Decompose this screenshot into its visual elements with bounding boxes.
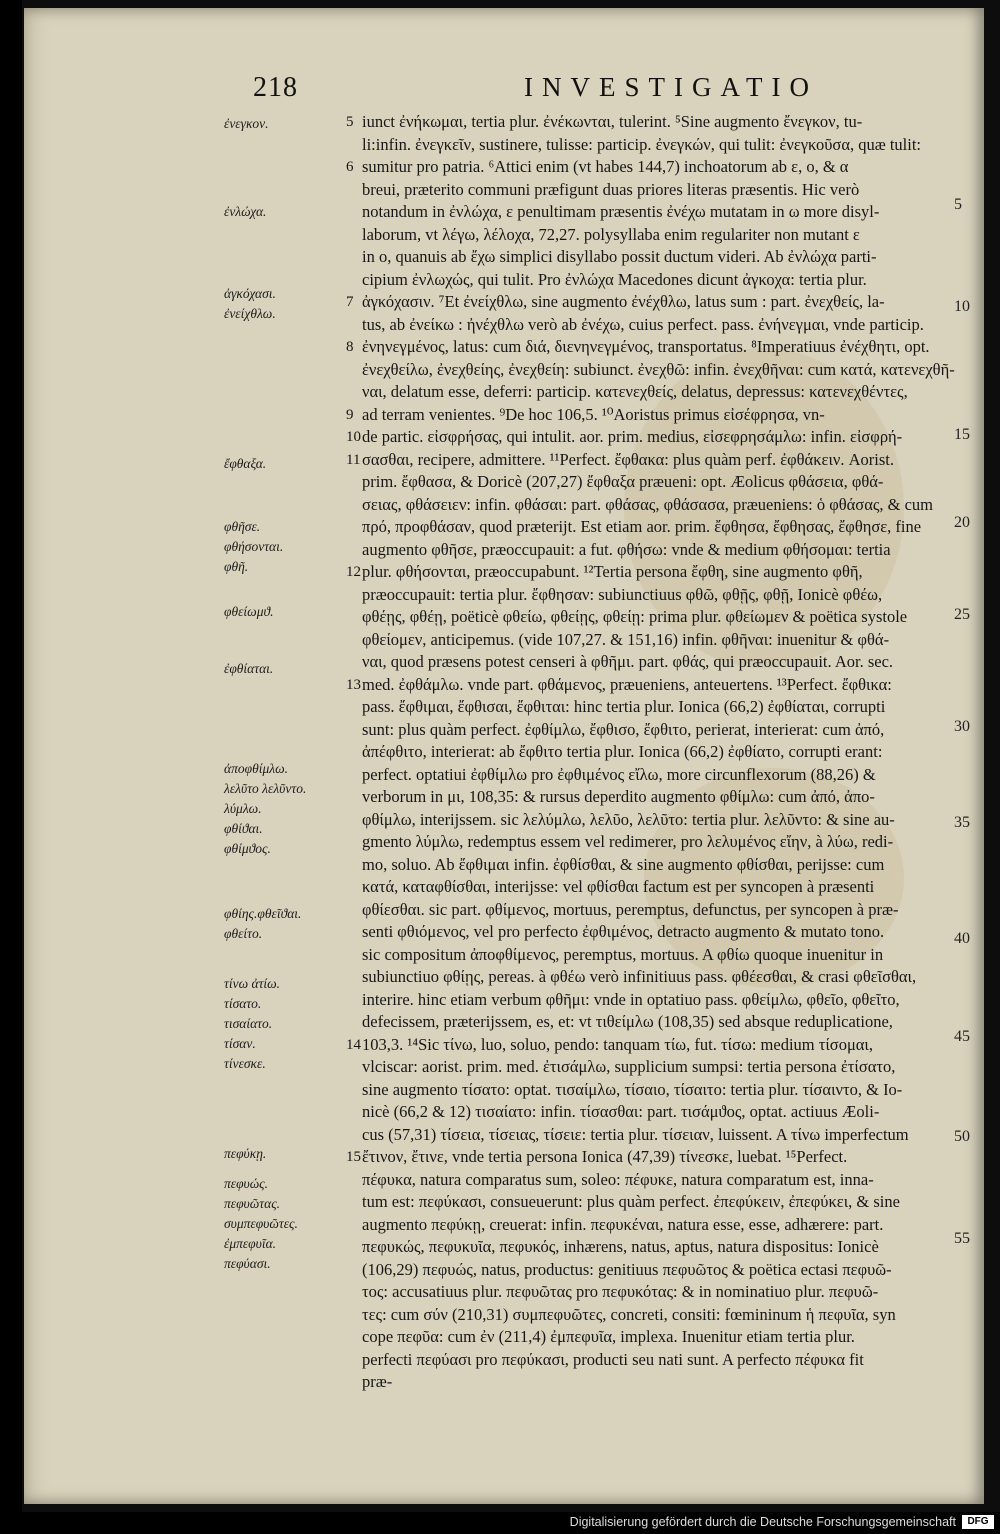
line-text: (106,29) πεφυώς, natus, productus: genitiuus πεφυῶτος & poëtica ectasi πεφυῶ- (362, 1259, 892, 1279)
text-line (362, 1214, 982, 1237)
text-line (362, 1124, 982, 1147)
line-text: notandum in ἐνλώχα, ε penultimam præsentis ἐνέχω mutatam in ω more disyl- (362, 202, 880, 221)
text-line (346, 449, 982, 472)
footnote-number: 5 (346, 114, 354, 130)
line-text: mo, soluo. Ab ἔφθιμαι infin. ἐφθίσθαι, & sine augmento φθίσθαι, perijsse: cum (362, 854, 885, 874)
line-text: perfect. optatiui ἐφθίμλω pro ἐφθιμένος εἴλω, more circunflexorum (88,26) & (362, 764, 876, 784)
line-text: πρό, προφθάσαν, quod præterijt. Est etiam aor. prim. ἔφθησα, ἔφθησας, ἔφθησε, fine (362, 517, 922, 536)
text-line (346, 156, 982, 179)
margin-note: τίνω ἀτίω. (224, 976, 281, 991)
line-count-number: 40 (954, 930, 970, 947)
line-text: ἔτινον, ἔτινε, vnde tertia persona Ionica (47,39) τίνεσκε, luebat. ¹⁵Perfect. (362, 1147, 848, 1166)
footnote-number: 9 (346, 406, 354, 423)
line-text: τες: cum σύν (210,31) συμπεφυῶτες, concreti, consiti: fœmininum ἡ πεφυῖα, syn (362, 1304, 896, 1324)
margin-note: ἐφθίαται. (224, 661, 274, 676)
text-line (362, 1281, 982, 1304)
text-line (362, 494, 982, 517)
margin-note: συμπεφυῶτες. (224, 1216, 298, 1231)
text-line (362, 1169, 982, 1192)
text-line (346, 336, 982, 359)
text-line (362, 471, 982, 494)
text-line (362, 314, 982, 337)
margin-note: ἀποφθίμλω. (224, 761, 288, 776)
line-text: πεφυκώς, πεφυκυῖα, πεφυκός, inhærens, natus, aptus, natura dispositus: Ionicè (362, 1237, 879, 1256)
text-line (362, 854, 982, 877)
line-text: φθίμλω, interijssem. sic λελύμλω, λελῦο, λελῦτο: tertia plur. λελῦντο: & sine au- (362, 809, 895, 829)
margin-note: λελῦτο λελῦντο. (224, 781, 307, 796)
text-line (362, 179, 982, 202)
text-line (362, 899, 982, 922)
margin-note: πεφυώς. (224, 1176, 269, 1191)
line-text: vlciscar: aorist. prim. med. ἐτισάμλω, supplicium sumpsi: tertia persona ἐτίσατο, (362, 1057, 896, 1076)
line-text: cope πεφῦα: cum ἐν (211,4) ἐμπεφυῖα, implexa. Inuenitur etiam tertia plur. (362, 1327, 855, 1346)
line-count-number: 15 (954, 426, 970, 443)
line-text: perfecti πεφύασι pro πεφύκασι, producti seu nati sunt. A perfecto πέφυκα fit (362, 1349, 864, 1369)
text-line (362, 741, 982, 764)
text-line (346, 426, 982, 449)
text-line (362, 1236, 982, 1259)
line-text: ad terram venientes. ⁹De hoc 106,5. ¹⁰Aoristus primus εἰσέφρησα, vn- (362, 404, 825, 424)
line-text: tum est: πεφύκασι, consueuerunt: plus quàm perfect. ἐπεφύκειν, ἐπεφύκει, & sine (362, 1192, 900, 1211)
text-line (362, 224, 982, 247)
text-line (362, 269, 982, 292)
text-line (362, 921, 982, 944)
line-text: præoccupauit: tertia plur. ἔφθησαν: subiunctiuus φθῶ, φθῇς, φθῇ, Ionicè φθέω, (362, 584, 883, 604)
text-line (362, 764, 982, 787)
footer-bar (0, 1512, 1000, 1534)
margin-note: ἐνεγκον. (224, 116, 269, 131)
line-text: interire. hinc etiam verbum φθῆμι: vnde in optatiuo pass. φθείμλω, φθεῖο, φθεῖτο, (362, 989, 900, 1009)
line-text: πέφυκα, natura comparatus sum, soleo: πέφυκε, natura comparatum est, inna- (362, 1169, 874, 1189)
margin-note: λύμλω. (224, 801, 262, 816)
text-line (362, 696, 982, 719)
line-text: sunt: plus quàm perfect. ἐφθίμλω, ἔφθισο, ἔφθιτο, perierat, interierat: cum ἀπό, (362, 719, 885, 739)
line-text: φθίεσθαι. sic part. φθίμενος, mortuus, peremptus, defunctus, per syncopen à præ- (362, 899, 899, 919)
text-line (362, 809, 982, 832)
line-text: augmento πεφύκῃ, creuerat: infin. πεφυκέναι, natura esse, esse, adhærere: part. (362, 1214, 884, 1234)
margin-note: ἀγκόχασι. (224, 286, 276, 301)
line-text: sic compositum ἀποφθίμενος, peremptus, mortuus. A φθίω quoque inuenitur in (362, 944, 884, 964)
text-line (362, 381, 982, 404)
margin-note: φθίμϑος. (224, 841, 271, 856)
text-line (362, 1259, 982, 1282)
margin-note: ἐμπεφυῖα. (224, 1236, 277, 1251)
dfg-logo: DFG (962, 1515, 994, 1529)
text-line (362, 651, 982, 674)
book-page (24, 8, 984, 1504)
line-text: de partic. εἰσφρήσας, qui intulit. aor. prim. medius, εἰσεφρησάμλω: infin. εἰσφρή- (362, 427, 903, 446)
line-text: li:infin. ἐνεγκεῖν, sustinere, tulisse: particip. ἐνεγκών, qui tulit: ἐνεγκοῦσα, quæ tulit: (362, 134, 922, 154)
text-line (362, 831, 982, 854)
line-text: sine augmento τίσατο: optat. τισαίμλω, τίσαιο, τίσαιτο: tertia plur. τίσαιντο, & Io- (362, 1079, 903, 1099)
text-line (362, 876, 982, 899)
line-text: κατά, καταφθίσθαι, interijsse: vel φθίσθαι factum est per syncopen à præsenti (362, 877, 875, 896)
text-line (362, 1191, 982, 1214)
line-text: σειας, φθάσειεν: infin. φθάσαι: part. φθάσας, φθάσασα, præueniens: ὁ φθάσας, & cum (362, 494, 933, 514)
line-count-number: 30 (954, 718, 970, 735)
text-line (362, 246, 982, 269)
line-text: cus (57,31) τίσεια, τίσειας, τίσειε: tertia plur. τίσειαν, luissent. A τίνω imperfectum (362, 1124, 909, 1144)
margin-note: τίσατο. (224, 996, 262, 1011)
text-line (346, 404, 982, 427)
footnote-number: 7 (346, 294, 354, 310)
footnote-number: 10 (346, 429, 361, 445)
text-line (362, 359, 982, 382)
text-line (346, 111, 982, 134)
footnote-number: 8 (346, 339, 354, 355)
text-line (362, 584, 982, 607)
line-text: ναι, delatum esse, deferri: particip. κατενεχθείς, delatus, depressus: κατενεχθέντες, (362, 382, 908, 401)
text-line (362, 516, 982, 539)
margin-note: ἐνείχθλω. (224, 306, 276, 321)
text-line (346, 561, 982, 584)
line-text: ἐνεχθείλω, ἐνεχθείης, ἐνεχθείη: subiunct. ἐνεχθῶ: infin. ἐνεχθῆναι: cum κατά, κατενεχθῆ- (362, 359, 955, 379)
line-text: σασθαι, recipere, admittere. ¹¹Perfect. ἔφθακα: plus quàm perf. ἐφθάκειν. Aorist. (362, 449, 894, 469)
line-count-number: 5 (954, 196, 962, 213)
text-line (362, 1326, 982, 1349)
line-text: tus, ab ἐνείκω : ἠνέχθλω verò ab ἐνέχω, cuius perfect. pass. ἐνήνεγμαι, vnde particip. (362, 314, 924, 334)
line-text: defecissem, præterijssem, es, et: vt τιθείμλω (108,35) sed absque reduplicatione, (362, 1012, 893, 1031)
footnote-number: 11 (346, 451, 361, 468)
footnote-number: 6 (346, 159, 354, 175)
line-text: plur. φθήσονται, præoccupabunt. ¹²Tertia persona ἔφθη, sine augmento φθῆ, (362, 562, 863, 581)
footer-credit: Digitalisierung gefördert durch die Deutsche Forschungsgemeinschaft (569, 1515, 956, 1529)
line-text: gmento λύμλω, redemptus essem vel redimerer, pro λελυμένος εἴην, à λύω, redi- (362, 832, 894, 851)
line-text: nicè (66,2 & 12) τισαίατο: infin. τίσασθαι: part. τισάμϑος, optat. actiuus Æoli- (362, 1102, 880, 1121)
line-text: φθέῃς, φθέῃ, poëticè φθείω, φθείῃς, φθείῃ: prima plur. φθείωμεν & poëtica systole (362, 607, 908, 626)
margin-note: τίνεσκε. (224, 1056, 266, 1071)
line-count-number: 45 (954, 1028, 970, 1045)
line-text: φθείομεν, anticipemus. (vide 107,27. & 151,16) infin. φθῆναι: inuenitur & φθά- (362, 629, 890, 649)
text-line (362, 966, 982, 989)
page-header (24, 74, 984, 108)
text-line (346, 674, 982, 697)
margin-note: φθείωμϑ. (224, 604, 274, 619)
text-line (362, 944, 982, 967)
line-text: cipium ἐνλωχώς, qui tulit. Pro ἐνλώχα Macedones dicunt ἀγκοχα: tertia plur. (362, 269, 867, 289)
line-text: prim. ἔφθασα, & Doricè (207,27) ἔφθαξα præueni: opt. Æolicus φθάσεια, φθά- (362, 472, 884, 491)
footnote-number: 14 (346, 1036, 361, 1053)
line-text: iunct ἐνήκωμαι, tertia plur. ἐνέκωνται, tulerint. ⁵Sine augmento ἔνεγκον, tu- (362, 112, 863, 131)
line-count-number: 25 (954, 606, 970, 623)
text-line (346, 1146, 982, 1169)
text-line (362, 606, 982, 629)
line-text: ἐνηνεγμένος, latus: cum διά, διενηνεγμένος, transportatus. ⁸Imperatiuus ἐνέχθητι, opt. (362, 337, 930, 356)
line-count-number: 55 (954, 1230, 970, 1247)
margin-note: ἐνλώχα. (224, 204, 267, 219)
scan-edge (0, 0, 22, 1534)
running-title: INVESTIGATIO (524, 72, 818, 102)
text-line (362, 1304, 982, 1327)
margin-note: πεφύασι. (224, 1256, 271, 1271)
text-line (362, 1349, 982, 1372)
line-text: verborum in μι, 108,35: & rursus deperdito augmento φθίμλω: cum ἀπό, ἀπο- (362, 787, 875, 806)
line-text: pass. ἔφθιμαι, ἔφθισαι, ἔφθιται: hinc tertia plur. Ionica (66,2) ἐφθίαται, corrupti (362, 697, 886, 716)
margin-note: φθίϑαι. (224, 821, 263, 836)
line-text: subiunctiuo φθίῃς, pereas. à φθέω verò infinitiuus pass. φθέεσθαι, & crasi φθεῖσθαι, (362, 967, 917, 986)
line-text: breui, præterito communi præfigunt duas priores literas præsentis. Hic verò (362, 179, 860, 199)
text-line (362, 629, 982, 652)
margin-note: φθείτο. (224, 926, 263, 941)
text-line (362, 719, 982, 742)
margin-note: φθήσονται. (224, 539, 284, 554)
line-count-number: 50 (954, 1128, 970, 1145)
margin-note: πεφύκῃ. (224, 1146, 267, 1161)
text-line (346, 1034, 982, 1057)
line-text: in ο, quanuis ab ἔχω simplici disyllabo possit ductum videri. Ab ἐνλώχα parti- (362, 247, 877, 266)
page-number: 218 (253, 72, 298, 103)
text-line (362, 989, 982, 1012)
text-line (362, 1079, 982, 1102)
line-text: senti φθιόμενος, vel pro perfecto ἐφθιμένος, detracto augmento & mutato tono. (362, 922, 885, 941)
line-text: ἀπέφθιτο, interierat: ab ἔφθιτο tertia plur. Ionica (66,2) ἐφθίατο, corrupti erant: (362, 742, 883, 761)
margin-note: φθῆσε. (224, 519, 261, 534)
line-text: ἀγκόχασιν. ⁷Et ἐνείχθλω, sine augmento ἐνέχθλω, latus sum : part. ἐνεχθείς, la- (362, 292, 885, 311)
margin-note: φθῆ. (224, 559, 249, 574)
main-text (346, 111, 982, 1394)
line-text: τος: accusatiuus plur. πεφυῶτας pro πεφυκότας: & in nominatiuo plur. πεφυῶ- (362, 1282, 879, 1301)
line-count-number: 20 (954, 514, 970, 531)
footnote-number: 15 (346, 1149, 361, 1165)
text-line (362, 1011, 982, 1034)
line-text: præ- (362, 1372, 393, 1391)
margin-note: φθίης.φθεῖϑαι. (224, 906, 302, 921)
margin-note: τίσαν. (224, 1036, 256, 1051)
line-text: augmento φθῆσε, præoccupauit: a fut. φθήσω: vnde & medium φθήσομαι: tertia (362, 539, 891, 559)
margin-note: τισαίατο. (224, 1016, 273, 1031)
text-line (362, 539, 982, 562)
line-count-number: 10 (954, 298, 970, 315)
text-line (362, 1101, 982, 1124)
margin-note: ἔφθαξα. (224, 456, 267, 471)
footnote-number: 12 (346, 564, 361, 580)
text-line (362, 1056, 982, 1079)
line-text: 103,3. ¹⁴Sic τίνω, luo, soluo, pendo: tanquam τίω, fut. τίσω: medium τίσομαι, (362, 1034, 874, 1054)
margin-note: πεφυῶτας. (224, 1196, 281, 1211)
text-line (362, 201, 982, 224)
text-line (362, 786, 982, 809)
line-text: laborum, vt λέγω, λέλοχα, 72,27. polysyllaba enim regulariter non mutant ε (362, 224, 860, 244)
text-line (346, 291, 982, 314)
text-line (362, 134, 982, 157)
footnote-number: 13 (346, 676, 361, 693)
text-line (362, 1371, 982, 1394)
line-text: sumitur pro patria. ⁶Attici enim (vt habes 144,7) inchoatorum ab ε, ο, & α (362, 157, 849, 176)
line-text: ναι, quod præsens potest censeri à φθῆμι. part. φθάς, qui præoccupauit. Aor. sec. (362, 652, 894, 671)
line-text: med. ἐφθάμλω. vnde part. φθάμενος, præueniens, anteuertens. ¹³Perfect. ἔφθικα: (362, 674, 892, 694)
line-count-number: 35 (954, 814, 970, 831)
